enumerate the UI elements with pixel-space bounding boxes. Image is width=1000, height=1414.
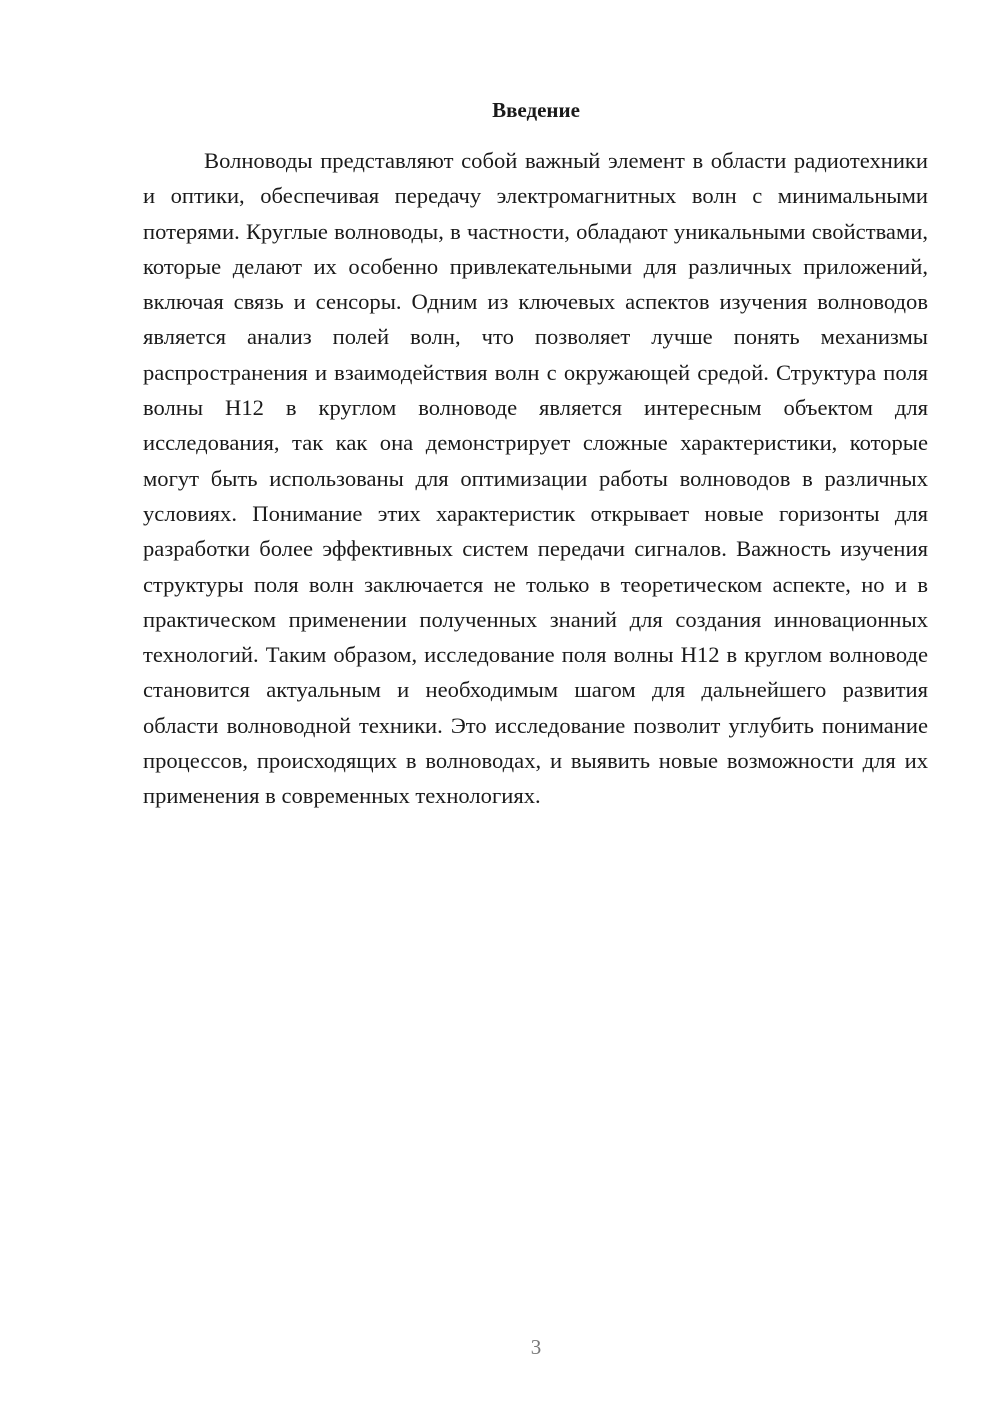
section-heading: Введение [492, 98, 580, 122]
body-paragraph: Волноводы представляют собой важный элемент в области радиотехники и оптики, обеспечивая передачу электромагнитных волн с минимальными потерями. Круглые волноводы, в частности, обладают уникальными свойствами, которые делают их особенно привлекательными для различных приложений, включая связь и сенсоры. Одним из ключевых аспектов изучения волноводов является анализ полей волн, что позволяет лучше понять механизмы распространения и взаимодействия волн с окружающей средой. Структура поля волны H12 в круглом волноводе является интересным объектом для исследования, так как она демонстрирует сложные характеристики, которые могут быть использованы для оптимизации работы волноводов в различных условиях. Понимание этих характеристик открывает новые горизонты для разработки более эффективных систем передачи сигналов. Важность изучения структуры поля волн заключается не только в теоретическом аспекте, но и в практическом применении полученных знаний для создания инновационных технологий. Таким образом, исследование поля волны H12 в круглом волноводе становится актуальным и необходимым шагом для дальнейшего развития области волноводной техники. Это исследование позволит углубить понимание процессов, происходящих в волноводах, и выявить новые возможности для их применения в современных технологиях. [143, 148, 928, 809]
page-number: 3 [530, 1335, 542, 1359]
